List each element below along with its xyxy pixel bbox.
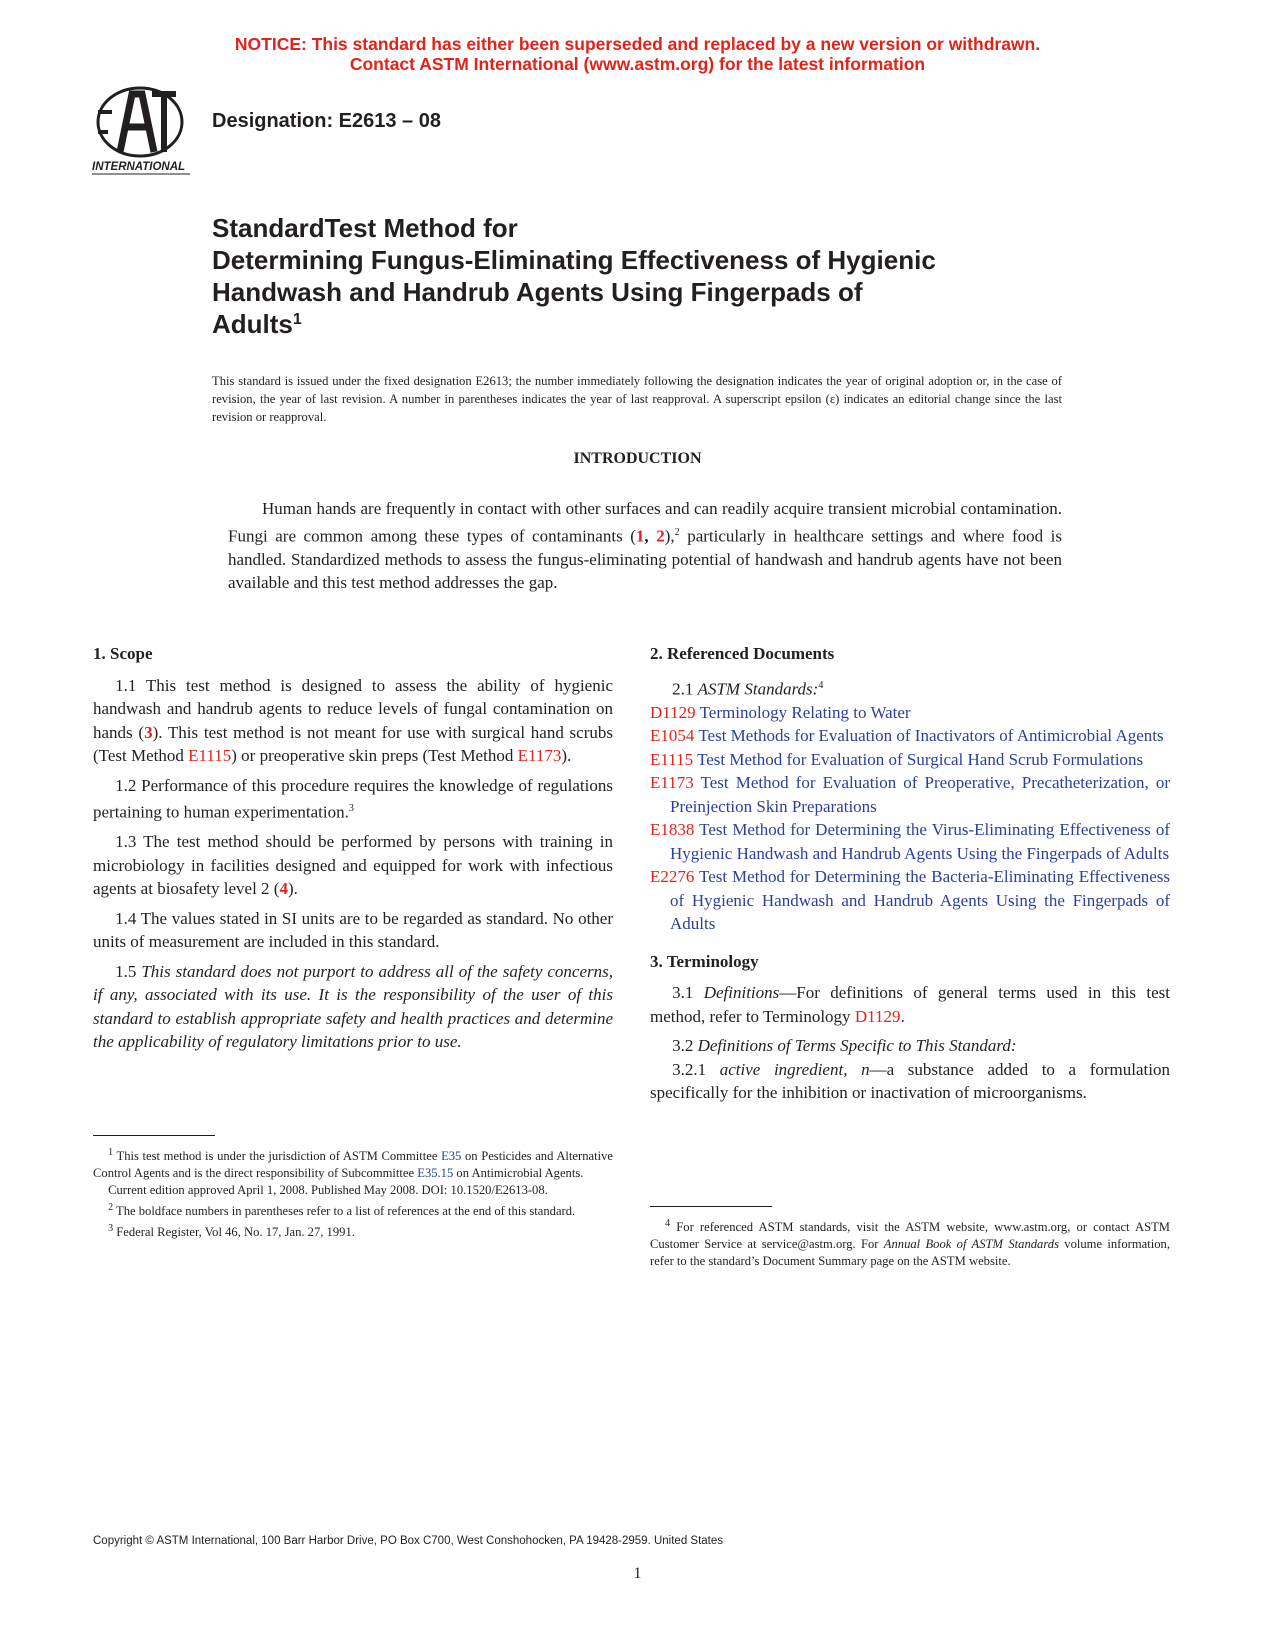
scope-1-5: 1.5 This standard does not purport to address all of the safety concerns, if any, associated with its use. It is the responsibility of the user of this standard to establish appropriate safety and health practices and determine the applicability of regulatory limitations prior to use. <box>93 961 613 1052</box>
link-e1173[interactable]: E1173 <box>517 746 562 765</box>
footnote-4: $^4$ For referenced ASTM standards, visit the ASTM website, www.astm.org, or contact ASTM Customer Service at service@astm.org. For Annual Book of ASTM Standards volume information, refer to the standard’s Document Summary page on the ASTM website. <box>650 1218 1170 1269</box>
reference-item[interactable]: E1838 Test Method for Determining the Virus-Eliminating Effectiveness of Hygienic Handwash and Handrub Agents Using the Fingerpads of Adults <box>650 820 1170 863</box>
scope-1-2: 1.2 Performance of this procedure requires the knowledge of regulations pertaining to human experimentation.$^3$ <box>93 775 613 822</box>
withdrawn-notice-line1: NOTICE: This standard has either been superseded and replaced by a new version or withdrawn. <box>234 34 1041 54</box>
title-line2: Determining Fungus-Eliminating Effectiveness of Hygienic <box>212 245 936 275</box>
scope-1-1: 1.1 This test method is designed to assess the ability of hygienic handwash and handrub agents to reduce levels of fungal contamination on hands (3). This test method is not meant for use with surgical hand scrubs (Test Method E1115) or preoperative skin preps (Test Method E1173). <box>93 675 613 765</box>
scope-1-3: 1.3 The test method should be performed by persons with training in microbiology in facilities designed and equipped for work with infectious agents at biosafety level 2 (4). <box>93 832 613 899</box>
reference-item[interactable]: E1173 Test Method for Evaluation of Preoperative, Precatheterization, or Preinjection Skin Preparations <box>650 773 1170 816</box>
terminology-3-1: 3.1 Definitions—For definitions of general terms used in this test method, refer to Terminology D1129. <box>650 983 1171 1026</box>
reference-item[interactable]: D1129 Terminology Relating to Water <box>650 702 911 722</box>
designation: Designation: E2613 – 08 <box>212 110 441 132</box>
astm-standards-label: 2.1 ASTM Standards:$^4$ <box>672 679 824 699</box>
reference-item[interactable]: E2276 Test Method for Determining the Bacteria-Eliminating Effectiveness of Hygienic Handwash and Handrub Agents Using the Fingerpads of Adults <box>650 867 1170 934</box>
ref-link-4[interactable]: 4 <box>279 879 288 899</box>
introduction-text: Human hands are frequently in contact with other surfaces and can readily acquire transient microbial contamination. Fungi are common among these types of contaminants (1, 2),$^2$ particularly in healthcare settings and where food is handled. Standardized methods to assess the fungus-eliminating potential of handwash and handrub agents have not been available and this test method addresses the gap. <box>228 499 1062 593</box>
link-d1129[interactable]: D1129 <box>854 1006 901 1026</box>
scope-section <box>93 642 613 1054</box>
ref-link-2[interactable]: 2 <box>656 526 665 546</box>
issued-note: This standard is issued under the fixed designation E2613; the number immediately following the designation indicates the year of original adoption or, in the case of revision, the year of last revision. A number in parentheses indicates the year of last reapproval. A superscript epsilon (ε) indicates an editorial change since the last revision or reapproval. <box>212 374 1062 424</box>
page-number: 1 <box>633 1565 642 1582</box>
terminology-3-2-1: 3.2.1 active ingredient, n—a substance added to a formulation specifically for the inhibition or inactivation of microorganisms. <box>650 1059 1170 1103</box>
reference-list <box>650 701 1170 936</box>
link-e35-15[interactable]: E35.15 <box>417 1166 454 1181</box>
title-line4: Adults$^1$ <box>212 309 302 339</box>
copyright: Copyright © ASTM International, 100 Barr Harbor Drive, PO Box C700, West Conshohocken, PA 19428-2959. United States <box>93 1535 724 1547</box>
footnote-rule <box>650 1206 772 1207</box>
scope-1-4: 1.4 The values stated in SI units are to be regarded as standard. No other units of measurement are included in this standard. <box>93 908 613 952</box>
footnote-right <box>650 1206 1170 1270</box>
referenced-documents-section <box>650 642 1170 1105</box>
withdrawn-notice-line2: Contact ASTM International (www.astm.org) for the latest information <box>349 54 926 74</box>
referenced-heading: 2. Referenced Documents <box>650 644 835 663</box>
logo-text: INTERNATIONAL <box>92 161 186 173</box>
terminology-3-2: 3.2 Definitions of Terms Specific to This Standard: <box>672 1036 1017 1056</box>
introduction-heading: INTRODUCTION <box>573 450 702 467</box>
title-line3: Handwash and Handrub Agents Using Fingerpads of <box>212 277 863 307</box>
ref-link-1[interactable]: 1 <box>635 526 645 546</box>
ref-link-3[interactable]: 3 <box>144 722 153 742</box>
astm-logo <box>90 82 200 177</box>
footnote-1: $^1$ This test method is under the jurisdiction of ASTM Committee E35 on Pesticides and Alternative Control Agents and is the direct responsibility of Subcommittee E35.15 on Antimicrobial Agents. <box>93 1147 613 1181</box>
footnote-rule <box>93 1135 215 1136</box>
reference-item[interactable]: E1054 Test Methods for Evaluation of Inactivators of Antimicrobial Agents <box>650 726 1164 746</box>
title-footnote-mark: 1 <box>292 311 302 328</box>
title-line1: StandardTest Method for <box>212 213 518 243</box>
link-e35[interactable]: E35 <box>441 1149 462 1164</box>
footnotes-left <box>93 1135 613 1242</box>
terminology-heading: 3. Terminology <box>650 951 759 971</box>
reference-item[interactable]: E1115 Test Method for Evaluation of Surgical Hand Scrub Formulations <box>650 749 1144 769</box>
link-e1115[interactable]: E1115 <box>188 746 232 765</box>
document-title <box>212 212 1042 340</box>
footnote-2: $^2$ The boldface numbers in parentheses refer to a list of references at the end of this standard. <box>108 1202 576 1219</box>
footnote-1-edition: Current edition approved April 1, 2008. Published May 2008. DOI: 10.1520/E2613-08. <box>108 1183 548 1198</box>
scope-heading: 1. Scope <box>93 644 153 663</box>
footnote-3: $^3$ Federal Register, Vol 46, No. 17, Jan. 27, 1991. <box>108 1223 355 1240</box>
